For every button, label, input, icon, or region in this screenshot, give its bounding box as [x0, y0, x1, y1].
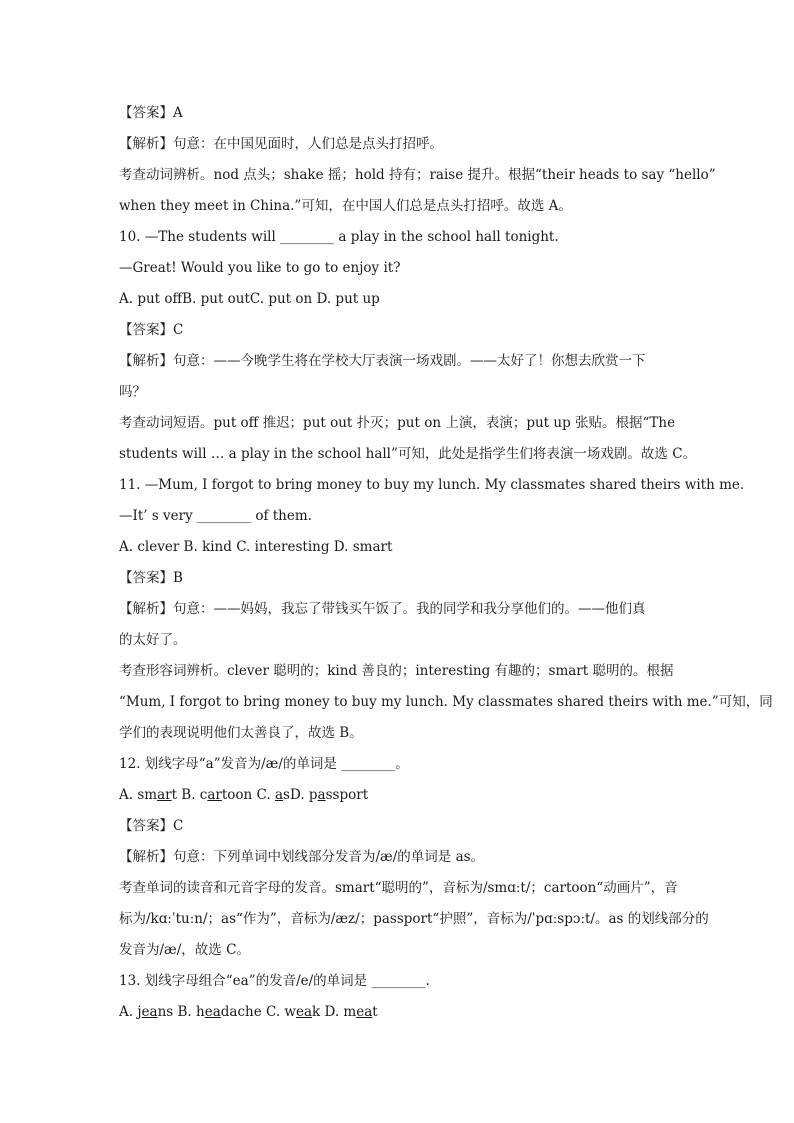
text-line: 学们的表现说明他们太善良了，故选 B。 — [119, 725, 363, 741]
text-line: 吗？ — [119, 384, 146, 400]
options-line: A. clever B. kind C. interesting D. smart — [119, 539, 393, 555]
text-line: 考查动词辨析。nod 点头；shake 摇；hold 持有；raise 提升。根据“their heads to say “hello” — [119, 167, 716, 183]
option-text: A. j — [119, 1004, 142, 1020]
option-text: toon C. — [221, 787, 275, 803]
underlined-letters: ea — [356, 1004, 373, 1020]
text-line: 【答案】A — [119, 105, 183, 121]
text-line: 【解析】句意：——妈妈，我忘了带钱买午饭了。我的同学和我分享他们的。——他们真 — [119, 601, 646, 617]
text-line: when they meet in China.”可知，在中国人们总是点头打招呼。故选 A。 — [119, 198, 572, 214]
text-line: —It’ s very ________ of them. — [119, 508, 312, 524]
underlined-letters: a — [317, 787, 326, 803]
option-text: t — [372, 1004, 378, 1020]
text-line: “Mum, I forgot to bring money to buy my lunch. My classmates shared theirs with me.”可知，同 — [119, 694, 773, 710]
option-text: sD. p — [283, 787, 318, 803]
underlined-letters: ar — [207, 787, 222, 803]
text-line: 考查形容词辨析。clever 聪明的；kind 善良的；interesting 有趣的；smart 聪明的。根据 — [119, 663, 674, 679]
option-text: A. sm — [119, 787, 158, 803]
answer-label: 【答案】C — [119, 818, 184, 834]
underlined-letters: a — [274, 787, 284, 803]
text-line: students will … a play in the school hall”可知，此处是指学生们将表演一场戏剧。故选 C。 — [119, 446, 697, 462]
question-11: 11. —Mum, I forgot to bring money to buy my lunch. My classmates shared theirs with me. — [119, 477, 745, 493]
text-line: 【解析】句意：——今晚学生将在学校大厅表演一场戏剧。——太好了！你想去欣赏一下 — [119, 353, 646, 369]
text-line: 的太好了。 — [119, 632, 187, 648]
option-text: t B. c — [171, 787, 208, 803]
option-text: ssport — [325, 787, 369, 803]
options-line — [119, 997, 679, 1028]
text-line: 【解析】句意：在中国见面时，人们总是点头打招呼。 — [119, 136, 443, 152]
options-line: A. put offB. put outC. put on D. put up — [119, 291, 380, 307]
underlined-letters: ar — [157, 787, 172, 803]
answer-label: 【答案】C — [119, 322, 184, 338]
text-line: 发音为/æ/，故选 C。 — [119, 942, 250, 958]
option-text: dache C. w — [220, 1004, 296, 1020]
document-page — [119, 98, 773, 1028]
underlined-letters: ea — [141, 1004, 158, 1020]
question-10: 10. —The students will ________ a play in the school hall tonight. — [119, 229, 559, 245]
text-line: —Great! Would you like to go to enjoy it? — [119, 260, 401, 276]
text-line: 【解析】句意：下列单词中划线部分发音为/æ/的单词是 as。 — [119, 849, 485, 865]
text-line: 标为/kɑːˈtuːn/；as“作为”，音标为/æz/；passport“护照”，音标为/ˈpɑːspɔːt/。as 的划线部分的 — [119, 911, 709, 927]
options-line — [119, 780, 679, 811]
text-line: 考查单词的读音和元音字母的发音。smart“聪明的”，音标为/smɑːt/；cartoon“动画片”，音 — [119, 880, 678, 896]
answer-label: 【答案】B — [119, 570, 183, 586]
underlined-letters: ea — [295, 1004, 313, 1020]
option-text: ns B. h — [157, 1004, 205, 1020]
question-13: 13. 划线字母组合“ea”的发音/e/的单词是 ________. — [119, 973, 430, 989]
option-text: k D. m — [312, 1004, 357, 1020]
text-line: 考查动词短语。put off 推迟；put out 扑灭；put on 上演，表演；put up 张贴。根据“The — [119, 415, 676, 431]
question-12: 12. 划线字母“a”发音为/æ/的单词是 ________。 — [119, 756, 409, 772]
underlined-letters: ea — [204, 1004, 221, 1020]
